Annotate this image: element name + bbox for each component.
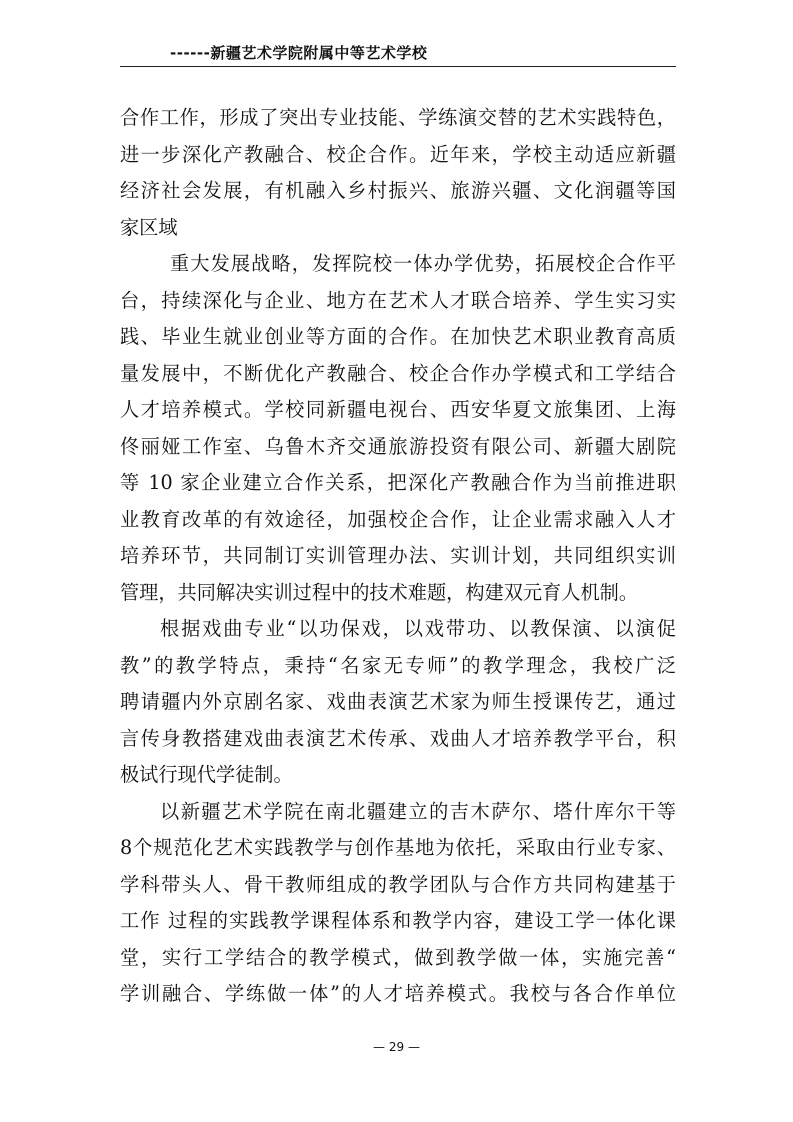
text-line: 堂，实行工学结合的教学模式，做到教学做一体，实施完善“: [120, 945, 676, 969]
header-rule: [120, 66, 676, 67]
text-line: 等 10 家企业建立合作关系，把深化产教融合作为当前推进职: [120, 471, 676, 494]
text-line: 8个规范化艺术实践教学与创作基地为依托，采取由行业专家、: [120, 836, 676, 859]
text-line: 量发展中，不断优化产教融合、校企合作办学模式和工学结合: [120, 361, 676, 385]
page-header: [120, 38, 676, 66]
text-line: 合作工作，形成了突出专业技能、学练演交替的艺术实践特色，: [120, 106, 676, 129]
text-line: 以新疆艺术学院在南北疆建立的吉木萨尔、塔什库尔干等: [160, 799, 676, 823]
text-line: 人才培养模式。学校同新疆电视台、西安华夏文旅集团、上海: [120, 398, 676, 421]
text-line: 培养环节，共同制订实训管理办法、实训计划，共同组织实训: [120, 544, 676, 567]
body-text: [120, 100, 676, 1013]
text-line: 业教育改革的有效途径，加强校企合作，让企业需求融入人才: [120, 507, 676, 531]
header-title: ------新疆艺术学院附属中等艺术学校: [170, 44, 428, 62]
text-line: 学训融合、学练做一体”的人才培养模式。我校与各合作单位: [120, 982, 676, 1005]
text-line: 聘请疆内外京剧名家、戏曲表演艺术家为师生授课传艺，通过: [120, 690, 676, 713]
text-line: 言传身教搭建戏曲表演艺术传承、戏曲人才培养教学平台，积: [120, 726, 676, 750]
text-line: 践、毕业生就业创业等方面的合作。在加快艺术职业教育高质: [120, 325, 676, 348]
text-line: 经济社会发展，有机融入乡村振兴、旅游兴疆、文化润疆等国: [120, 179, 676, 202]
page-number: — 29 —: [373, 1040, 420, 1054]
text-line: 家区域: [120, 215, 178, 239]
text-line: 极试行现代学徒制。: [120, 763, 293, 786]
text-line: 学科带头人、骨干教师组成的教学团队与合作方共同构建基于: [120, 872, 676, 896]
text-line: 台，持续深化与企业、地方在艺术人才联合培养、学生实习实: [120, 288, 676, 312]
text-line: 教”的教学特点，秉持“名家无专师”的教学理念，我校广泛: [120, 653, 676, 677]
text-line: 重大发展战略，发挥院校一体办学优势，拓展校企合作平: [170, 252, 676, 275]
text-line: 管理，共同解决实训过程中的技术难题，构建双元育人机制。: [120, 580, 639, 604]
text-line: 进一步深化产教融合、校企合作。近年来，学校主动适应新疆: [120, 142, 676, 166]
text-line: 工作 过程的实践教学课程体系和教学内容，建设工学一体化课: [120, 909, 676, 932]
text-line: 佟丽娅工作室、乌鲁木齐交通旅游投资有限公司、新疆大剧院: [120, 434, 676, 458]
text-line: 根据戏曲专业“以功保戏，以戏带功、以教保演、以演促: [160, 617, 676, 640]
